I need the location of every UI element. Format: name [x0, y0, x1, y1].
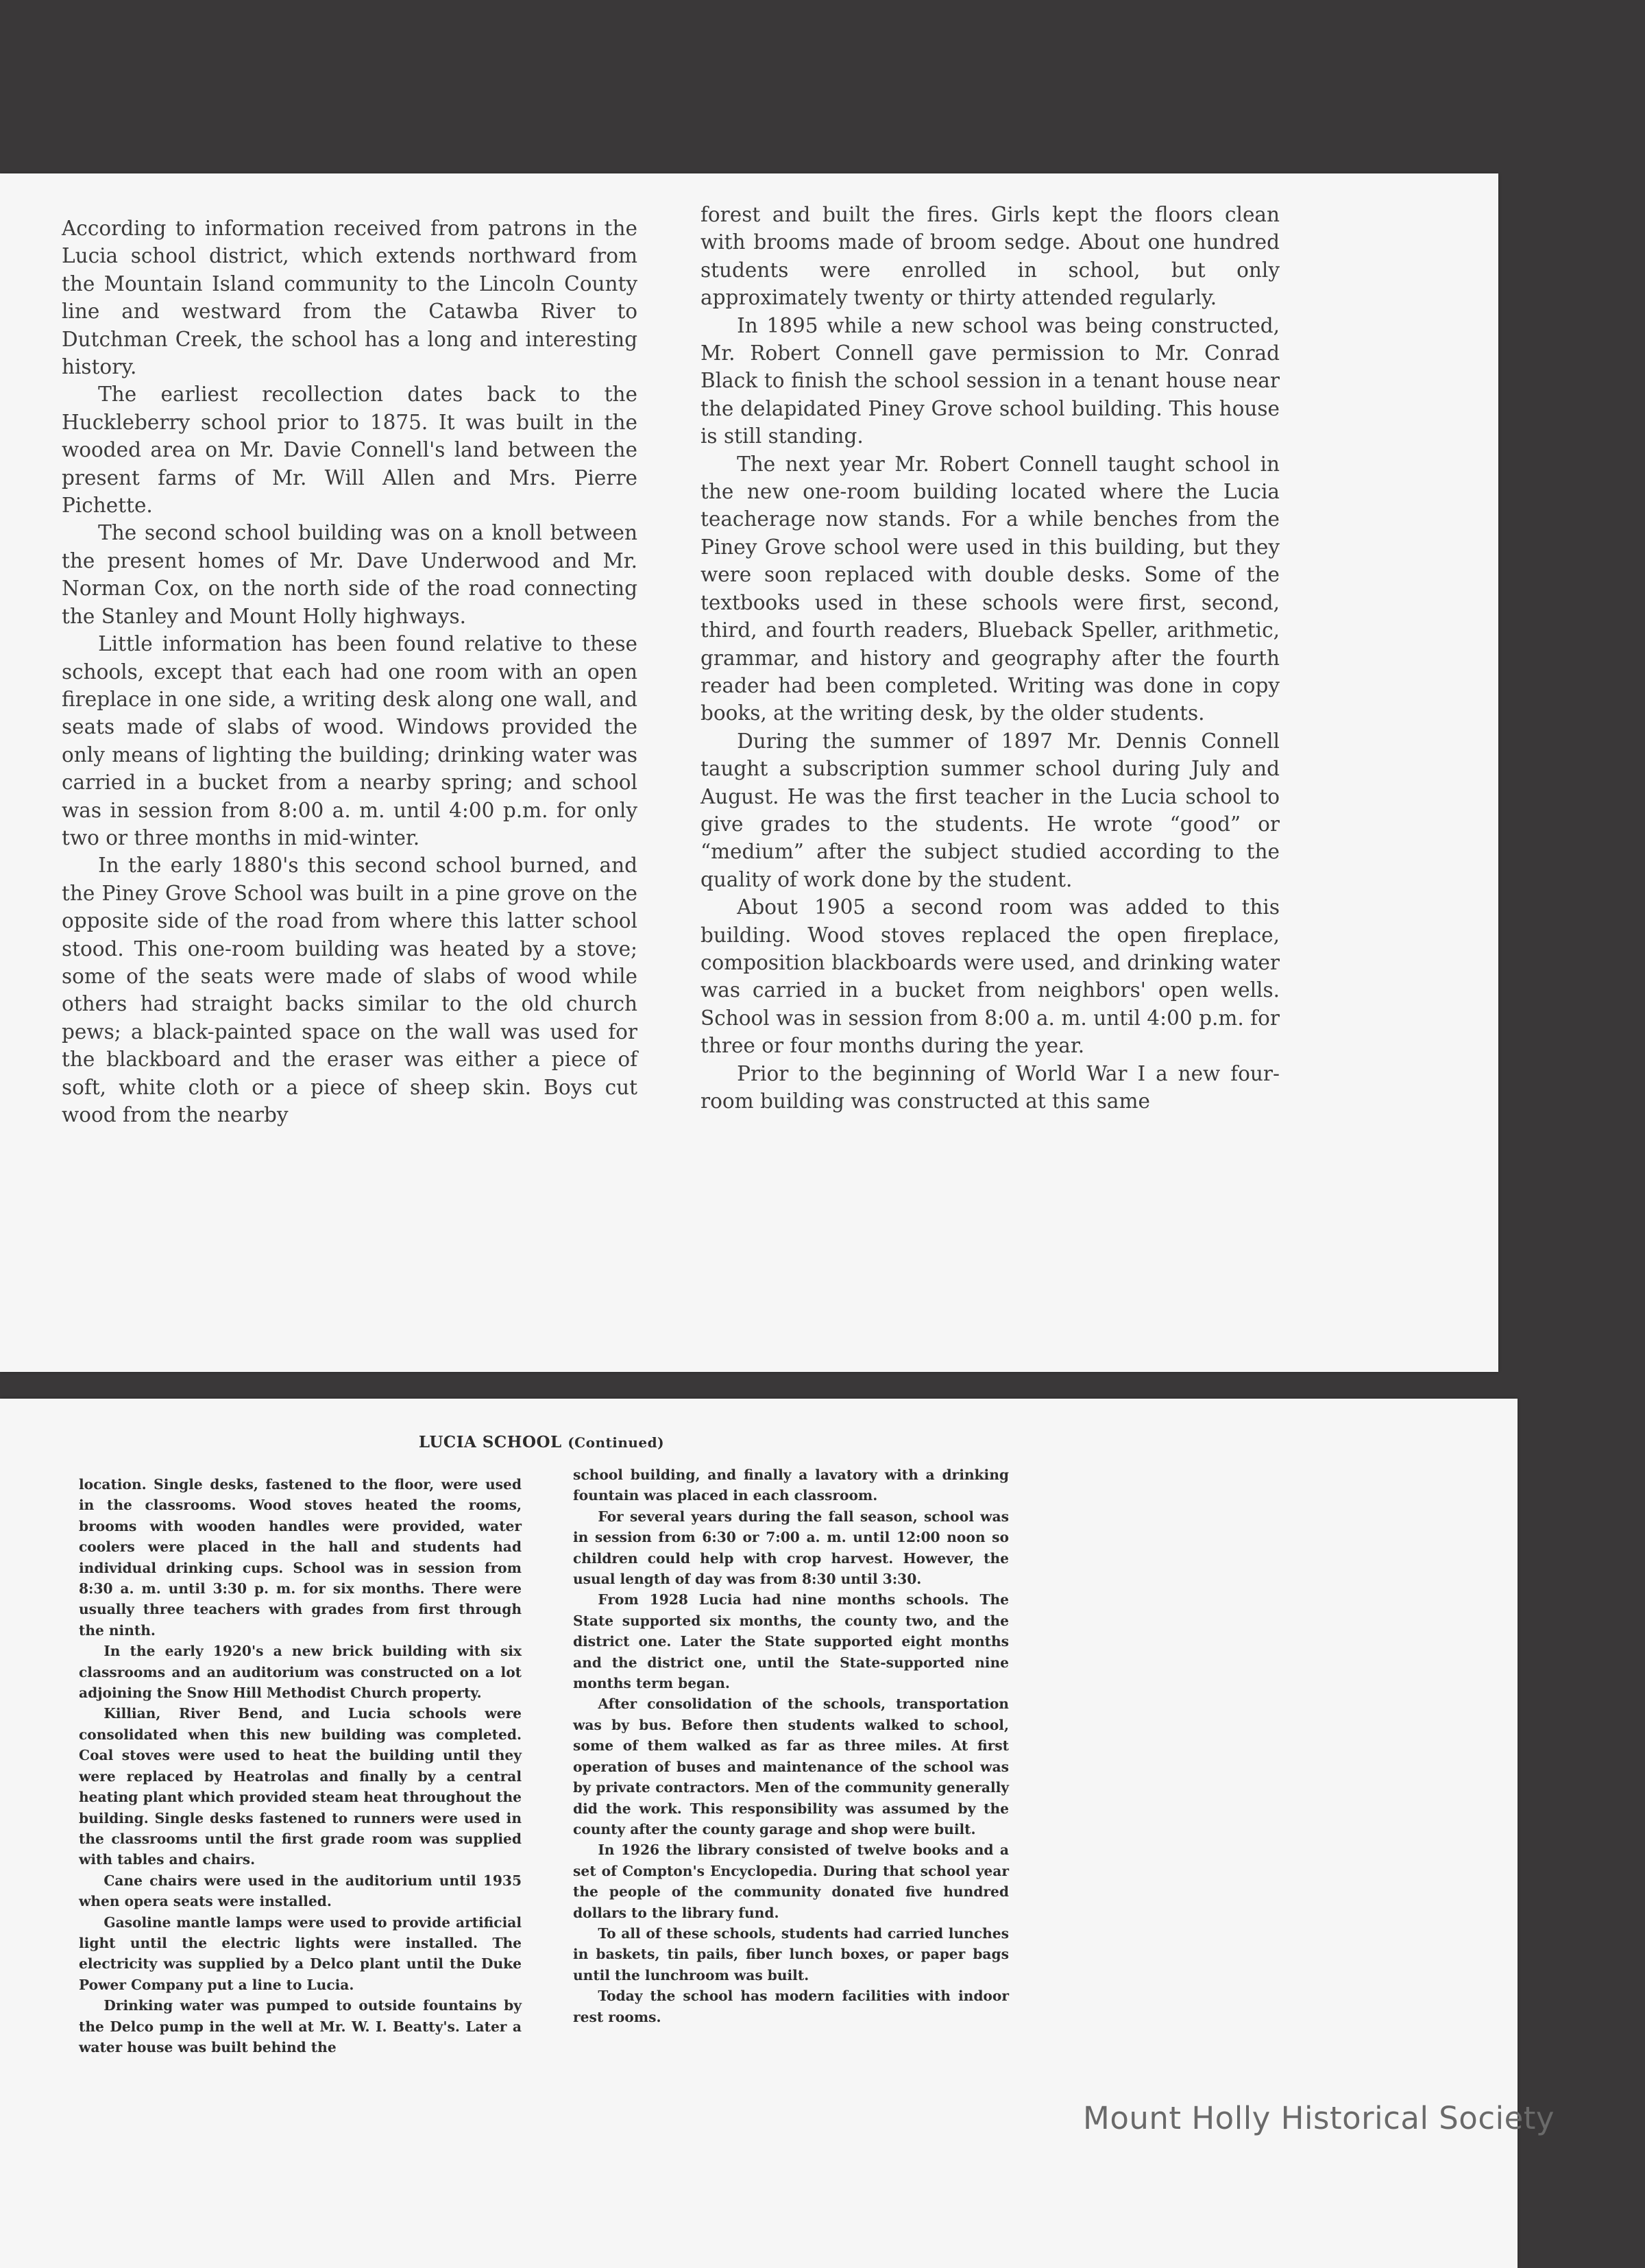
heading-title: LUCIA SCHOOL: [418, 1433, 562, 1451]
article-column-left: [62, 215, 637, 1129]
article-column-right: [700, 201, 1280, 1115]
paragraph: Drinking water was pumped to outside fountains by the Delco pump in the well at Mr. W. I. Beatty's. Later a water house was built behind the: [79, 1997, 522, 2055]
paragraph: During the summer of 1897 Mr. Dennis Connell taught a subscription summer school during July and August. He was the first teacher in the Lucia school to give grades to the students. He wrote “good” or “medium” after the subject studied according to the quality of work done by the student.: [700, 729, 1280, 891]
paragraph: From 1928 Lucia had nine months schools. The State supported six months, the county two, and the district one. Later the State supported eight months and the district one, until the State-supported nine months term began.: [573, 1591, 1009, 1692]
paragraph: For several years during the fall season, school was in session from 6:30 or 7:00 a. m. until 12:00 noon so children could help with crop harvest. However, the usual length of day was from 8:30 until 3:30.: [573, 1508, 1009, 1588]
paragraph: Little information has been found relative to these schools, except that each had one room with an open fireplace in one side, a writing desk along one wall, and seats made of slabs of wood. Windows provided the only means of lighting the building; drinking water was carried in a bucket from a nearby spring; and school was in session from 8:00 a. m. until 4:00 p.m. for only two or three months in mid-winter.: [62, 632, 637, 849]
paragraph: Prior to the beginning of World War I a new four-room building was constructed at this same: [700, 1061, 1280, 1113]
paragraph: After consolidation of the schools, transportation was by bus. Before then students walked to school, some of them walked as far as three miles. At first operation of buses and maintenance of the school was by private contractors. Men of the community generally did the work. This responsibility was assumed by the county after the county garage and shop were built.: [573, 1696, 1009, 1837]
paragraph: In the early 1880's this second school burned, and the Piney Grove School was built in a pine grove on the opposite side of the road from where this latter school stood. This one-room building was heated by a stove; some of the seats were made of slabs of wood while others had straight backs similar to the old church pews; a black-painted space on the wall was used for the blackboard and the eraser was either a piece of soft, white cloth or a piece of sheep skin. Boys cut wood from the nearby: [62, 854, 637, 1126]
paragraph: forest and built the fires. Girls kept the floors clean with brooms made of broom sedge. About one hundred students were enrolled in school, but only approximately twenty or thirty attended regularly.: [700, 203, 1280, 310]
paragraph: About 1905 a second room was added to this building. Wood stoves replaced the open fireplace, composition blackboards were used, and drinking water was carried in a bucket from neighbors' open wells. School was in session from 8:00 a. m. until 4:00 p.m. for three or four months during the year.: [700, 895, 1280, 1058]
paragraph: Cane chairs were used in the auditorium until 1935 when opera seats were installed.: [79, 1872, 522, 1910]
paragraph: school building, and finally a lavatory with a drinking fountain was placed in each classroom.: [573, 1467, 1009, 1504]
paragraph: According to information received from patrons in the Lucia school district, which extends northward from the Mountain Island community to the Lincoln County line and westward from the Catawba River to Dutchman Creek, the school has a long and interesting history.: [62, 217, 637, 379]
paragraph: In 1895 while a new school was being constructed, Mr. Robert Connell gave permission to Mr. Conrad Black to finish the school session in a tenant house near the delapidated Piney Grove school building. This house is still standing.: [700, 313, 1280, 448]
watermark: Mount Holly Historical Society: [1083, 2100, 1555, 2136]
paragraph: The second school building was on a knoll between the present homes of Mr. Dave Underwood and Mr. Norman Cox, on the north side of the road connecting the Stanley and Mount Holly highways.: [62, 521, 637, 628]
clipping-top: [0, 173, 1498, 1372]
continued-column-right: [573, 1464, 1009, 2027]
paragraph: In 1926 the library consisted of twelve books and a set of Compton's Encyclopedia. During that school year the people of the community donated five hundred dollars to the library fund.: [573, 1842, 1009, 1921]
clipping-bottom: [0, 1399, 1518, 2268]
continued-heading: [0, 1433, 1083, 1451]
paragraph: The next year Mr. Robert Connell taught school in the new one-room building located where the Lucia teacherage now stands. For a while benches from the Piney Grove school were used in this building, but they were soon replaced with double desks. Some of the textbooks used in these schools were first, second, third, and fourth readers, Blueback Speller, arithmetic, grammar, and history and geography after the fourth reader had been completed. Writing was done in copy books, at the writing desk, by the older students.: [700, 452, 1280, 725]
paragraph: Killian, River Bend, and Lucia schools were consolidated when this new building was completed. Coal stoves were used to heat the building until they were replaced by Heatrolas and finally by a central heating plant which provided steam heat throughout the building. Single desks fastened to runners were used in the classrooms until the first grade room was supplied with tables and chairs.: [79, 1705, 522, 1868]
paragraph: In the early 1920's a new brick building with six classrooms and an auditorium was constructed on a lot adjoining the Snow Hill Methodist Church property.: [79, 1643, 522, 1702]
paragraph: The earliest recollection dates back to the Huckleberry school prior to 1875. It was built in the wooded area on Mr. Davie Connell's land between the present farms of Mr. Will Allen and Mrs. Pierre Pichette.: [62, 383, 637, 518]
paragraph: location. Single desks, fastened to the floor, were used in the classrooms. Wood stoves heated the rooms, brooms with wooden handles were provided, water coolers were placed in the hall and students had individual drinking cups. School was in session from 8:30 a. m. until 3:30 p. m. for six months. There were usually three teachers with grades from first through the ninth.: [79, 1476, 522, 1639]
paragraph: To all of these schools, students had carried lunches in baskets, tin pails, fiber lunch boxes, or paper bags until the lunchroom was built.: [573, 1925, 1009, 1983]
heading-suffix: (Continued): [568, 1434, 665, 1451]
paragraph: Today the school has modern facilities with indoor rest rooms.: [573, 1988, 1009, 2025]
paragraph: Gasoline mantle lamps were used to provide artificial light until the electric lights were installed. The electricity was supplied by a Delco plant until the Duke Power Company put a line to Lucia.: [79, 1914, 522, 1993]
continued-column-left: [79, 1474, 522, 2058]
